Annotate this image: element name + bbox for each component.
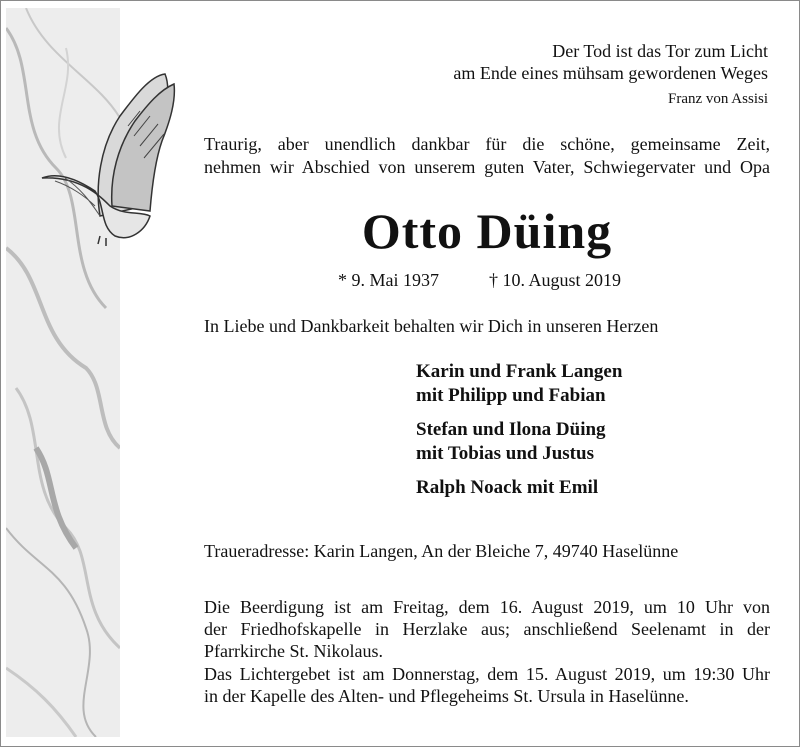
funeral-line: Pfarrkirche St. Nikolaus. [204,641,383,661]
family-line: Stefan und Ilona Düing [416,419,606,440]
deceased-name: Otto Düing [361,203,613,259]
love-line: In Liebe und Dankbarkeit behalten wir Dich in unseren Herzen [204,316,659,336]
prayer-line: Das Lichtergebet ist am Donnerstag, dem 15. August 2019, um 19:30 Uhr [204,664,770,684]
quote-line: am Ende eines mühsam gewordenen Weges [453,63,768,83]
family-group [416,476,598,500]
funeral-info [204,596,770,662]
quote-line: Der Tod ist das Tor zum Licht [552,41,768,61]
family-line: Ralph Noack mit Emil [416,477,599,498]
funeral-line: der Friedhofskapelle in Herzlake aus; anschließend Seelenamt in der [204,619,770,639]
prayer-line: in der Kapelle des Alten- und Pflegeheims St. Ursula in Haselünne. [204,686,689,706]
death-date: † 10. August 2019 [489,270,622,290]
praying-hands-icon [40,66,180,246]
intro-text [204,133,770,179]
mourning-address: Traueradresse: Karin Langen, An der Bleiche 7, 49740 Haselünne [204,541,679,561]
quote [380,40,768,84]
funeral-line: Die Beerdigung ist am Freitag, dem 16. August 2019, um 10 Uhr von [204,597,770,617]
quote-author: Franz von Assisi [667,91,768,107]
birth-date: * 9. Mai 1937 [338,270,439,290]
family-line: mit Tobias und Justus [416,443,594,464]
family-line: Karin und Frank Langen [416,361,623,382]
intro-line: Traurig, aber unendlich dankbar für die schöne, gemeinsame Zeit, [204,134,770,154]
family-line: mit Philipp und Fabian [416,385,606,406]
family-group [416,360,622,408]
intro-line: nehmen wir Abschied von unserem guten Vater, Schwiegervater und Opa [204,157,770,177]
prayer-info [204,663,770,707]
family-group [416,418,606,466]
